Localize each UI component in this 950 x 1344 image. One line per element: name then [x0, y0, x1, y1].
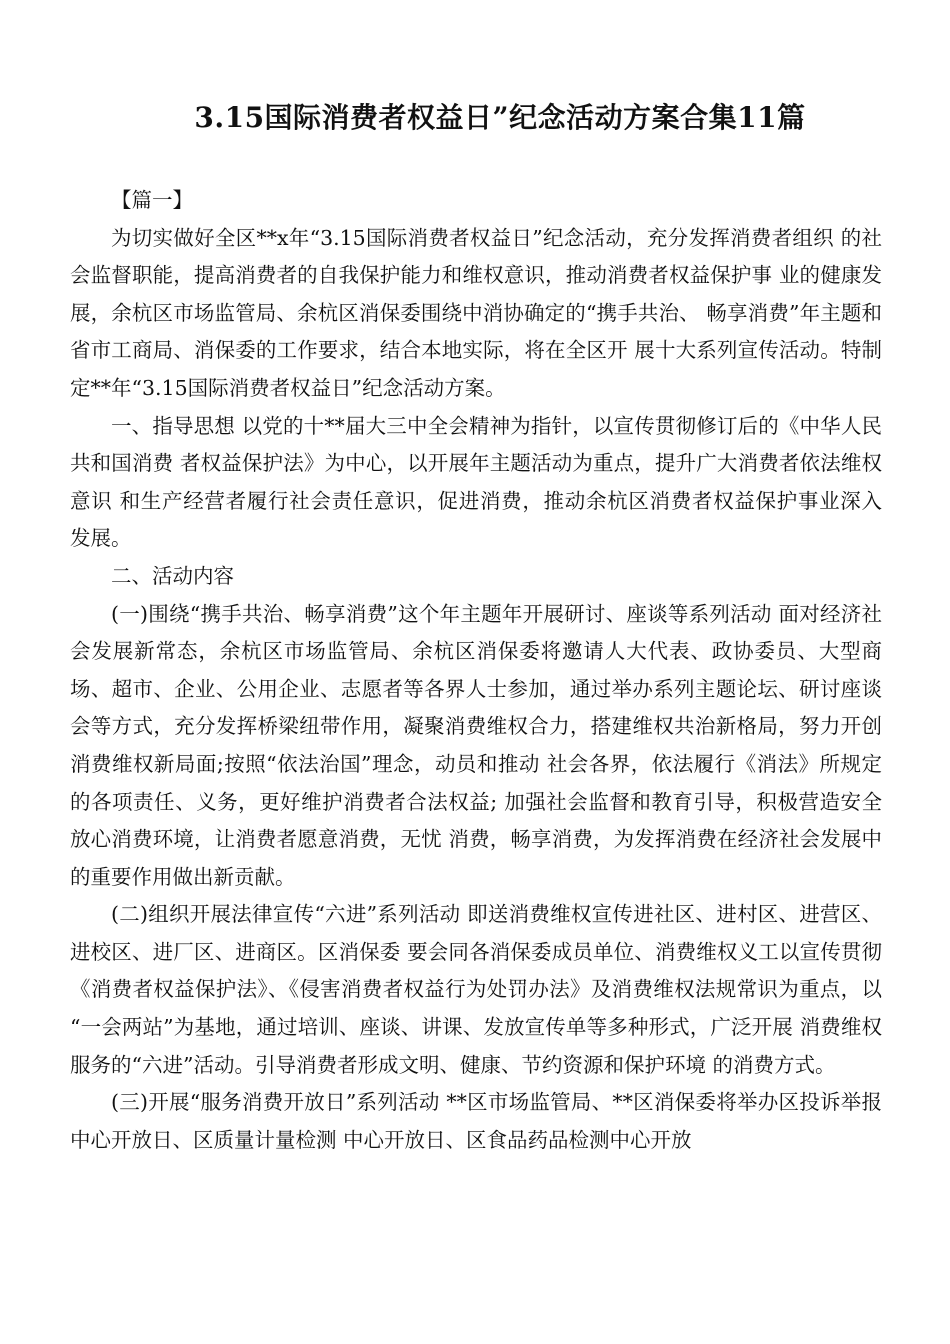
document-title: 3.15国际消费者权益日”纪念活动方案合集11篇 — [194, 101, 806, 134]
paragraph-activity-1: (一)围绕“携手共治、畅享消费”这个年主题年开展研讨、座谈等系列活动 面对经济社会发展新常态，余杭区市场监管局、余杭区消保委将邀请人大代表、政协委员、大型商场、超市、企业、公用企业、志愿者等各界人士参加，通过举办系列主题论坛、研讨座谈会等方式，充分发挥桥梁纽带作用，凝聚消费维权合力，搭建维权共治新格局，努力开创消费维权新局面;按照“依法治国”理念，动员和推动 社会各界，依法履行《消法》所规定的各项责任、义务，更好维护消费者合法权益; 加强社会监督和教育引导，积极营造安全放心消费环境，让消费者愿意消费，无忧 消费，畅享消费，为发挥消费在经济社会发展中的重要作用做出新贡献。 — [70, 601, 882, 889]
document-body — [70, 182, 882, 1159]
paragraph-activity-heading: 二、活动内容 — [111, 563, 234, 588]
paragraph-activity-3: (三)开展“服务消费开放日”系列活动 **区市场监管局、**区消保委将举办区投诉举报中心开放日、区质量计量检测 中心开放日、区食品药品检测中心开放 — [70, 1090, 882, 1152]
paragraph-activity-2: (二)组织开展法律宣传“六进”系列活动 即送消费维权宣传进社区、进村区、进营区、进校区、进厂区、进商区。区消保委 要会同各消保委成员单位、消费维权义工以宣传贯彻《消费者权益保护法》、《侵害消费者权益行为处罚办法》及消费维权法规常识为重点，以 “一会两站”为基地，通过培训、座谈、讲课、发放宣传单等多种形式，广泛开展 消费维权服务的“六进”活动。引导消费者形成文明、健康、节约资源和保护环境 的消费方式。 — [70, 902, 882, 1077]
section-heading: 【篇一】 — [111, 188, 193, 212]
paragraph-intro: 为切实做好全区**x年“3.15国际消费者权益日”纪念活动，充分发挥消费者组织 的社会监督职能，提高消费者的自我保护能力和维权意识，推动消费者权益保护事 业的健康发展，余杭区市场监管局、余杭区消保委围绕中消协确定的“携手共治、 畅享消费”年主题和省市工商局、消保委的工作要求，结合本地实际，将在全区开 展十大系列宣传活动。特制定**年“3.15国际消费者权益日”纪念活动方案。 — [70, 225, 882, 400]
paragraph-guiding-ideology: 一、指导思想 以党的十**届大三中全会精神为指针，以宣传贯彻修订后的《中华人民共和国消费 者权益保护法》为中心，以开展年主题活动为重点，提升广大消费者依法维权意识 和生产经营者履行社会责任意识，促进消费，推动余杭区消费者权益保护事业深入 发展。 — [70, 413, 882, 551]
